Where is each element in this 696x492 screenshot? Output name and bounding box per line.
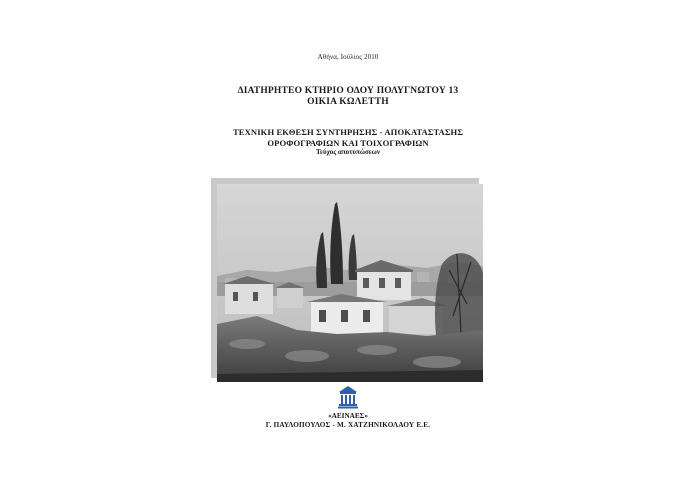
subtitle-line-2: ΟΡΟΦΟΓΡΑΦΙΩΝ ΚΑΙ ΤΟΙΧΟΓΡΑΦΙΩΝ [267, 137, 429, 148]
company-name: «ΑΕΙΝΑΕΣ» [328, 412, 368, 420]
volume-note: Τεύχος αποτυπώσεων [316, 148, 380, 156]
document-title [0, 86, 696, 108]
document-subtitle [0, 127, 696, 148]
subtitle-line-1: ΤΕΧΝΙΚΗ ΕΚΘΕΣΗ ΣΥΝΤΗΡΗΣΗΣ - ΑΠΟΚΑΤΑΣΤΑΣΗΣ [232, 127, 464, 137]
date-line: Αθήνα, Ιούλιος 2010 [317, 53, 379, 61]
title-line-2: ΟΙΚΙΑ ΚΩΛΕΤΤΗ [307, 97, 389, 107]
title-line-1: ΔΙΑΤΗΡΗΤΕΟ ΚΤΗΡΙΟ ΟΔΟΥ ΠΟΛΥΓΝΩΤΟΥ 13 [237, 86, 459, 96]
classical-temple-logo-icon [338, 385, 358, 409]
historic-photo [217, 184, 483, 382]
company-owners: Γ. ΠΑΥΛΟΠΟΥΛΟΣ - Μ. ΧΑΤΖΗΝΙΚΟΛΑΟΥ Ε.Ε. [265, 421, 431, 429]
